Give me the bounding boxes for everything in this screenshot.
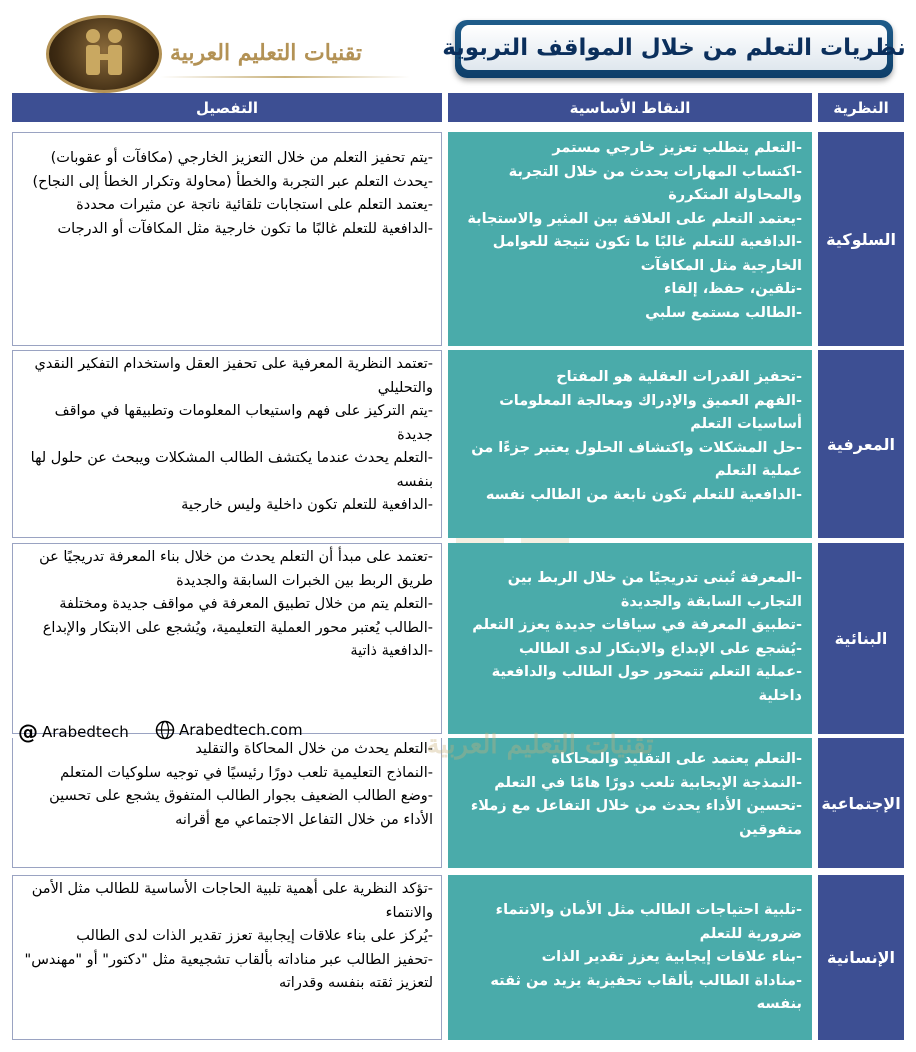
key-point: -التعلم يعتمد على التقليد والمحاكاة bbox=[551, 751, 802, 767]
details-behaviorism bbox=[12, 132, 442, 346]
brand-underline bbox=[160, 76, 410, 78]
detail-point: -تؤكد النظرية على أهمية تلبية الحاجات الأساسية للطالب مثل الأمن والانتماء bbox=[31, 881, 433, 921]
theory-humanism: الإنسانية bbox=[818, 875, 904, 1040]
watermark-brand-text: تقنيات التعليم العربية bbox=[426, 730, 654, 760]
key-points-humanism bbox=[448, 875, 812, 1040]
key-point: -تحسين الأداء يحدث من خلال التفاعل مع زملاء متفوقين bbox=[470, 798, 802, 838]
detail-point: -الدافعية ذاتية bbox=[350, 643, 433, 659]
details-humanism bbox=[12, 875, 442, 1040]
detail-point: -يتم التركيز على فهم واستيعاب المعلومات وتطبيقها في مواقف جديدة bbox=[54, 403, 433, 443]
column-header-key-points: النقاط الأساسية bbox=[448, 93, 812, 122]
at-icon: @ bbox=[18, 720, 38, 744]
column-header-theory: النظرية bbox=[818, 93, 904, 122]
brand-logo bbox=[46, 15, 162, 93]
key-point: -التعلم يتطلب تعزيز خارجي مستمر bbox=[552, 140, 802, 156]
key-point: -النمذجة الإيجابية تلعب دورًا هامًا في التعلم bbox=[494, 774, 802, 791]
details-constructivism bbox=[12, 543, 442, 734]
detail-point: -النماذج التعليمية تلعب دورًا رئيسيًا في توجيه سلوكيات المتعلم bbox=[60, 764, 433, 781]
key-point: -الدافعية للتعلم غالبًا ما تكون نتيجة للعوامل الخارجية مثل المكافآت bbox=[492, 234, 802, 274]
website-link[interactable] bbox=[155, 720, 303, 740]
social-handle-text: Arabedtech bbox=[42, 723, 129, 741]
theory-constructivism: البنائية bbox=[818, 543, 904, 734]
details-cognitive bbox=[12, 350, 442, 538]
detail-point: -التعلم يحدث عندما يكتشف الطالب المشكلات ويبحث عن حلول لها بنفسه bbox=[30, 450, 433, 490]
key-points-constructivism bbox=[448, 543, 812, 734]
key-point: -تطبيق المعرفة في سياقات جديدة يعزز التعلم bbox=[472, 617, 802, 633]
detail-point: -يُركز على بناء علاقات إيجابية تعزز تقدير الذات لدى الطالب bbox=[76, 928, 433, 944]
key-point: -الفهم العميق والإدراك ومعالجة المعلومات أساسيات التعلم bbox=[499, 392, 802, 432]
key-point: -تلقين، حفظ، إلقاء bbox=[663, 281, 802, 297]
detail-point: -وضع الطالب الضعيف بجوار الطالب المتفوق يشجع على تحسين الأداء من خلال التفاعل الاجتماعي مع أقرانه bbox=[49, 788, 433, 828]
website-text: Arabedtech.com bbox=[179, 721, 303, 739]
key-point: -الدافعية للتعلم تكون نابعة من الطالب نفسه bbox=[485, 486, 802, 503]
logo-people-icon bbox=[69, 24, 139, 84]
page-title: نظريات التعلم من خلال المواقف التربوية bbox=[442, 34, 906, 61]
key-point: -عملية التعلم تتمحور حول الطالب والدافعية داخلية bbox=[491, 664, 802, 704]
detail-point: -يحدث التعلم عبر التجربة والخطأ (محاولة وتكرار الخطأ إلى النجاح) bbox=[32, 173, 433, 190]
detail-point: -الدافعية للتعلم تكون داخلية وليس خارجية bbox=[181, 497, 433, 513]
key-point: -اكتساب المهارات يحدث من خلال التجربة والمحاولة المتكررة bbox=[508, 163, 802, 203]
key-point: -حل المشكلات واكتشاف الحلول يعتبر جزءًا من عملية التعلم bbox=[471, 439, 802, 479]
detail-point: -الطالب يُعتبر محور العملية التعليمية، ويُشجع على الابتكار والإبداع bbox=[42, 619, 433, 636]
key-point: -يعتمد التعلم على العلاقة بين المثير والاستجابة bbox=[467, 210, 802, 227]
key-point: -يُشجع على الإبداع والابتكار لدى الطالب bbox=[518, 640, 802, 657]
globe-icon bbox=[155, 720, 175, 740]
detail-point: -تحفيز الطالب عبر مناداته بألقاب تشجيعية مثل "دكتور" أو "مهندس" لتعزيز ثقته بنفسه وقدراته bbox=[24, 951, 433, 991]
detail-point: -يعتمد التعلم على استجابات تلقائية ناتجة عن مثيرات محددة bbox=[76, 197, 433, 213]
detail-point: -تعتمد النظرية المعرفية على تحفيز العقل واستخدام التفكير النقدي والتحليلي bbox=[34, 356, 433, 396]
key-point: -مناداة الطالب بألقاب تحفيزية يزيد من ثقته بنفسه bbox=[490, 972, 802, 1012]
detail-point: -التعلم يتم من خلال تطبيق المعرفة في مواقف جديدة ومختلفة bbox=[59, 596, 433, 612]
details-social bbox=[12, 738, 442, 868]
column-header-details: التفصيل bbox=[12, 93, 442, 122]
title-banner bbox=[442, 20, 906, 78]
theory-social: الإجتماعية bbox=[818, 738, 904, 868]
theory-cognitive: المعرفية bbox=[818, 350, 904, 538]
key-point: -تلبية احتياجات الطالب مثل الأمان والانتماء ضرورية للتعلم bbox=[495, 902, 802, 942]
detail-point: -يتم تحفيز التعلم من خلال التعزيز الخارجي (مكافآت أو عقوبات) bbox=[50, 150, 433, 166]
key-point: -الطالب مستمع سلبي bbox=[645, 304, 802, 321]
brand-name: تقنيات التعليم العربية bbox=[169, 40, 363, 66]
detail-point: -تعتمد على مبدأ أن التعلم يحدث من خلال بناء المعرفة تدريجيًا عن طريق الربط بين الخبرات السابقة والجديدة bbox=[39, 549, 433, 589]
key-point: -بناء علاقات إيجابية يعزز تقدير الذات bbox=[541, 949, 802, 965]
key-points-cognitive bbox=[448, 350, 812, 538]
theory-behaviorism: السلوكية bbox=[818, 132, 904, 346]
detail-point: -التعلم يحدث من خلال المحاكاة والتقليد bbox=[195, 741, 433, 757]
key-point: -تحفيز القدرات العقلية هو المفتاح bbox=[556, 369, 802, 385]
key-points-behaviorism bbox=[448, 132, 812, 346]
detail-point: -الدافعية للتعلم غالبًا ما تكون خارجية مثل المكافآت أو الدرجات bbox=[57, 220, 433, 237]
key-point: -المعرفة تُبنى تدريجيًا من خلال الربط بين التجارب السابقة والجديدة bbox=[507, 570, 802, 610]
